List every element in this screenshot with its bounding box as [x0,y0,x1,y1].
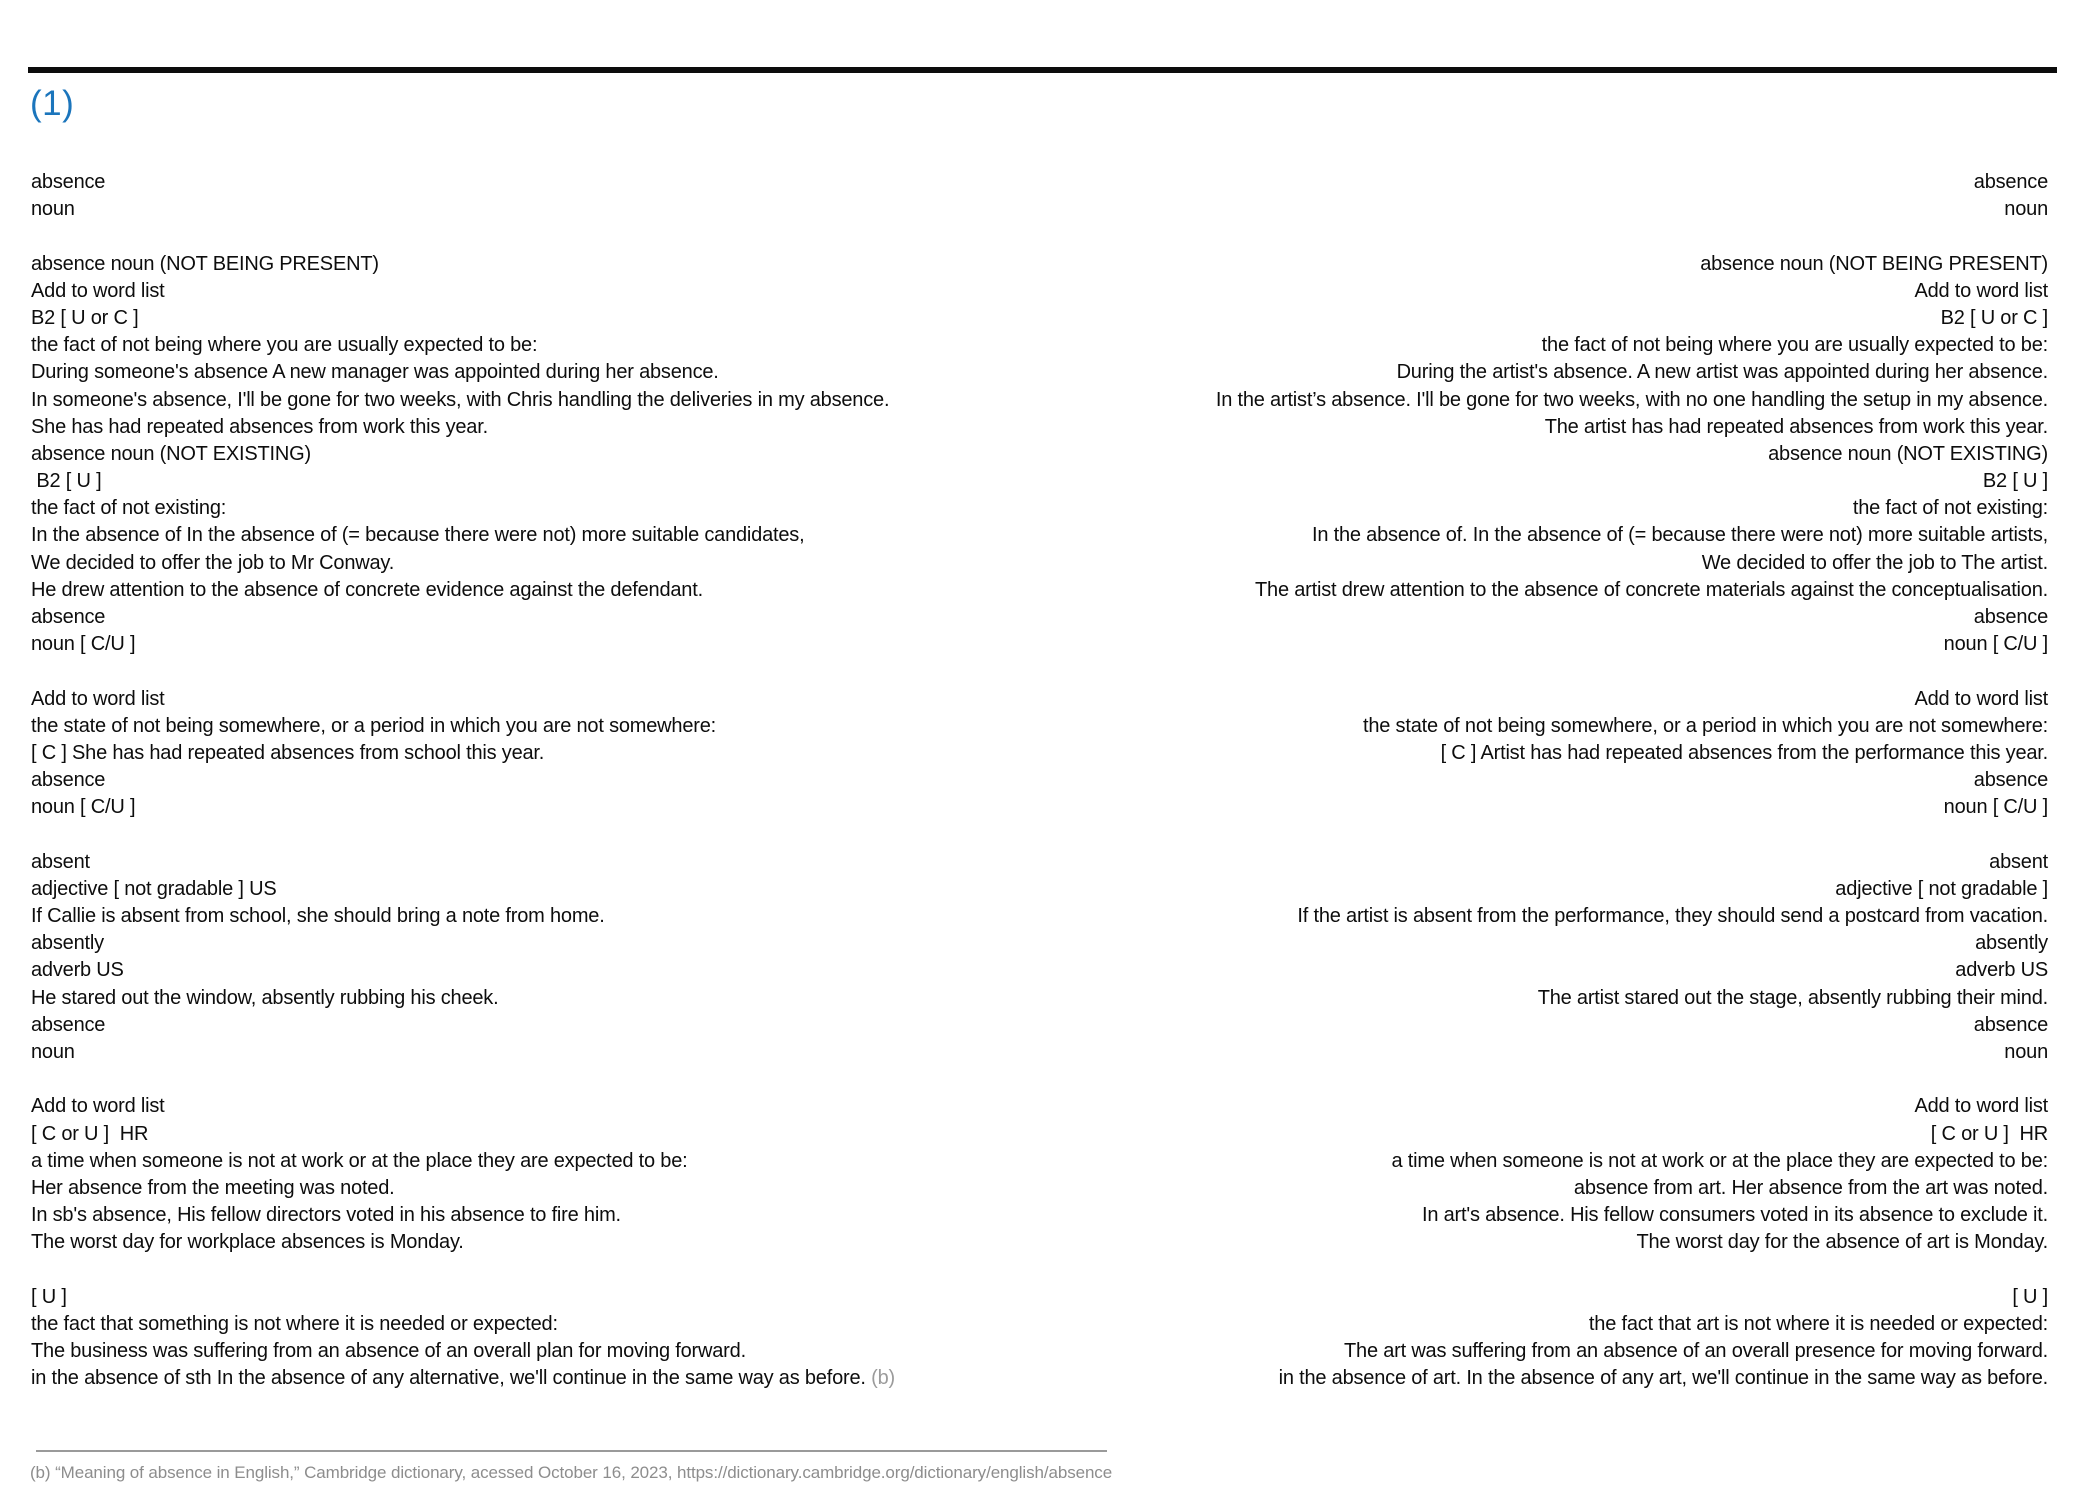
text-line: noun [ C/U ] [31,633,136,656]
text-line [1216,1066,2048,1093]
text-line: absence [1973,769,2048,792]
text-line: noun [ C/U ] [1943,633,2048,656]
text-line: He stared out the window, absently rubbing his cheek. [31,986,499,1009]
text-line: adjective [ not gradable ] [1835,877,2048,900]
text-line: absence [1973,171,2048,193]
text-line: The artist stared out the stage, absently rubbing their mind. [1537,986,2048,1009]
text-line: B2 [ U ] [31,470,102,493]
text-line [1216,1257,2048,1284]
text-line: Her absence from the meeting was noted. [31,1176,395,1199]
text-line: absence noun (NOT BEING PRESENT) [1700,252,2048,275]
text-line: In the absence of In the absence of (= because there were not) more suitable candidates, [31,524,805,547]
text-line: noun [2004,1041,2048,1063]
text-line: absence [31,769,106,792]
text-line: the fact of not existing: [31,497,227,520]
text-line: We decided to offer the job to The artist. [1701,551,2048,574]
text-line: Add to word list [31,279,165,302]
text-line: [ U ] [2012,1285,2048,1308]
text-line [31,1257,895,1284]
text-line: noun [ C/U ] [31,796,136,819]
dictionary-column-left [31,169,895,1392]
text-line: absent [31,850,90,873]
text-line: During someone's absence A new manager was appointed during her absence. [31,361,719,384]
text-line: The artist has had repeated absences from work this year. [1544,415,2048,438]
text-line: absence [31,171,106,193]
text-line: in the absence of art. In the absence of any art, we'll continue in the same way as before. [1278,1367,2048,1390]
text-line [31,1365,895,1392]
text-line-main: in the absence of sth In the absence of any alternative, we'll continue in the same way as before. [31,1367,866,1390]
text-line: the fact of not being where you are usually expected to be: [1541,334,2048,357]
text-line: In art's absence. His fellow consumers voted in its absence to exclude it. [1421,1204,2048,1227]
text-line: a time when someone is not at work or at the place they are expected to be: [1391,1149,2048,1172]
text-line: absence [1973,606,2048,628]
text-line: the state of not being somewhere, or a period in which you are not somewhere: [1362,714,2048,737]
text-line: adverb US [31,959,124,982]
footnote-citation: (b) “Meaning of absence in English,” Cambridge dictionary, acessed October 16, 2023, https://dictionary.cambridge.org/dictionary/english/absence [30,1463,1113,1482]
citation-marker: (b) [865,1367,895,1390]
text-line: If Callie is absent from school, she should bring a note from home. [31,905,605,928]
text-line: noun [2004,198,2048,221]
top-rule [28,67,2057,73]
text-line [31,658,895,685]
text-line: In sb's absence, His fellow directors voted in his absence to fire him. [31,1204,621,1227]
text-line: [ C or U ] HR [1930,1122,2048,1145]
text-line [31,1066,895,1093]
text-line [31,223,895,250]
text-line: [ U ] [31,1285,67,1308]
page-number: (1) [30,84,75,123]
text-line: adverb US [1955,959,2048,982]
text-line: the state of not being somewhere, or a period in which you are not somewhere: [31,714,717,737]
text-line: During the artist's absence. A new artist was appointed during her absence. [1396,361,2048,384]
text-line: absence [31,1013,106,1036]
text-line: the fact of not existing: [1852,497,2048,520]
dictionary-column-right [1216,169,2048,1392]
text-line: [ C ] Artist has had repeated absences from the performance this year. [1440,741,2048,764]
text-line: If the artist is absent from the performance, they should send a postcard from vacation. [1297,905,2048,928]
text-line [1216,822,2048,849]
text-line: the fact that something is not where it is needed or expected: [31,1312,558,1335]
text-line: a time when someone is not at work or at the place they are expected to be: [31,1149,688,1172]
text-line: In the absence of. In the absence of (= because there were not) more suitable artists, [1311,524,2048,547]
text-line: In someone's absence, I'll be gone for two weeks, with Chris handling the deliveries in my absence. [31,388,890,411]
text-line: [ C or U ] HR [31,1122,149,1145]
text-line: Add to word list [1914,279,2048,302]
text-line: Add to word list [1914,1095,2048,1118]
text-line: absence from art. Her absence from the art was noted. [1573,1176,2048,1199]
text-line: The worst day for the absence of art is Monday. [1636,1231,2048,1254]
text-line: absence [31,606,106,628]
text-line: The artist drew attention to the absence of concrete materials against the conceptualisation. [1255,578,2048,601]
text-line: absently [31,932,104,955]
text-line: absently [1975,932,2048,955]
text-line: B2 [ U or C ] [31,306,139,329]
text-line: Add to word list [31,687,165,710]
text-line: The business was suffering from an absence of an overall plan for moving forward. [31,1340,746,1363]
text-line: Add to word list [31,1095,165,1118]
text-line: adjective [ not gradable ] US [31,877,277,900]
text-line: B2 [ U ] [1982,470,2048,493]
text-line: The art was suffering from an absence of an overall presence for moving forward. [1344,1340,2048,1363]
text-line: the fact of not being where you are usually expected to be: [31,334,538,357]
text-line: absence noun (NOT BEING PRESENT) [31,252,379,275]
text-line: [ C ] She has had repeated absences from school this year. [31,741,545,764]
text-line: absent [1989,850,2048,873]
text-line [1216,658,2048,685]
text-line: noun [ C/U ] [1943,796,2048,819]
text-line [31,822,895,849]
text-line: The worst day for workplace absences is Monday. [31,1231,464,1254]
text-line: He drew attention to the absence of concrete evidence against the defendant. [31,578,703,601]
text-line: absence [1973,1013,2048,1036]
text-line [1216,223,2048,250]
text-line: the fact that art is not where it is needed or expected: [1588,1312,2048,1335]
text-line: absence noun (NOT EXISTING) [31,442,311,465]
text-line: B2 [ U or C ] [1940,306,2048,329]
text-line: In the artist’s absence. I'll be gone for two weeks, with no one handling the setup in my absence. [1215,388,2048,411]
text-line: noun [31,198,75,221]
text-line: Add to word list [1914,687,2048,710]
text-line: noun [31,1041,75,1063]
text-line: She has had repeated absences from work this year. [31,415,488,438]
text-line: absence noun (NOT EXISTING) [1768,442,2048,465]
footnote-divider [36,1450,1107,1452]
text-line: We decided to offer the job to Mr Conway. [31,551,395,574]
